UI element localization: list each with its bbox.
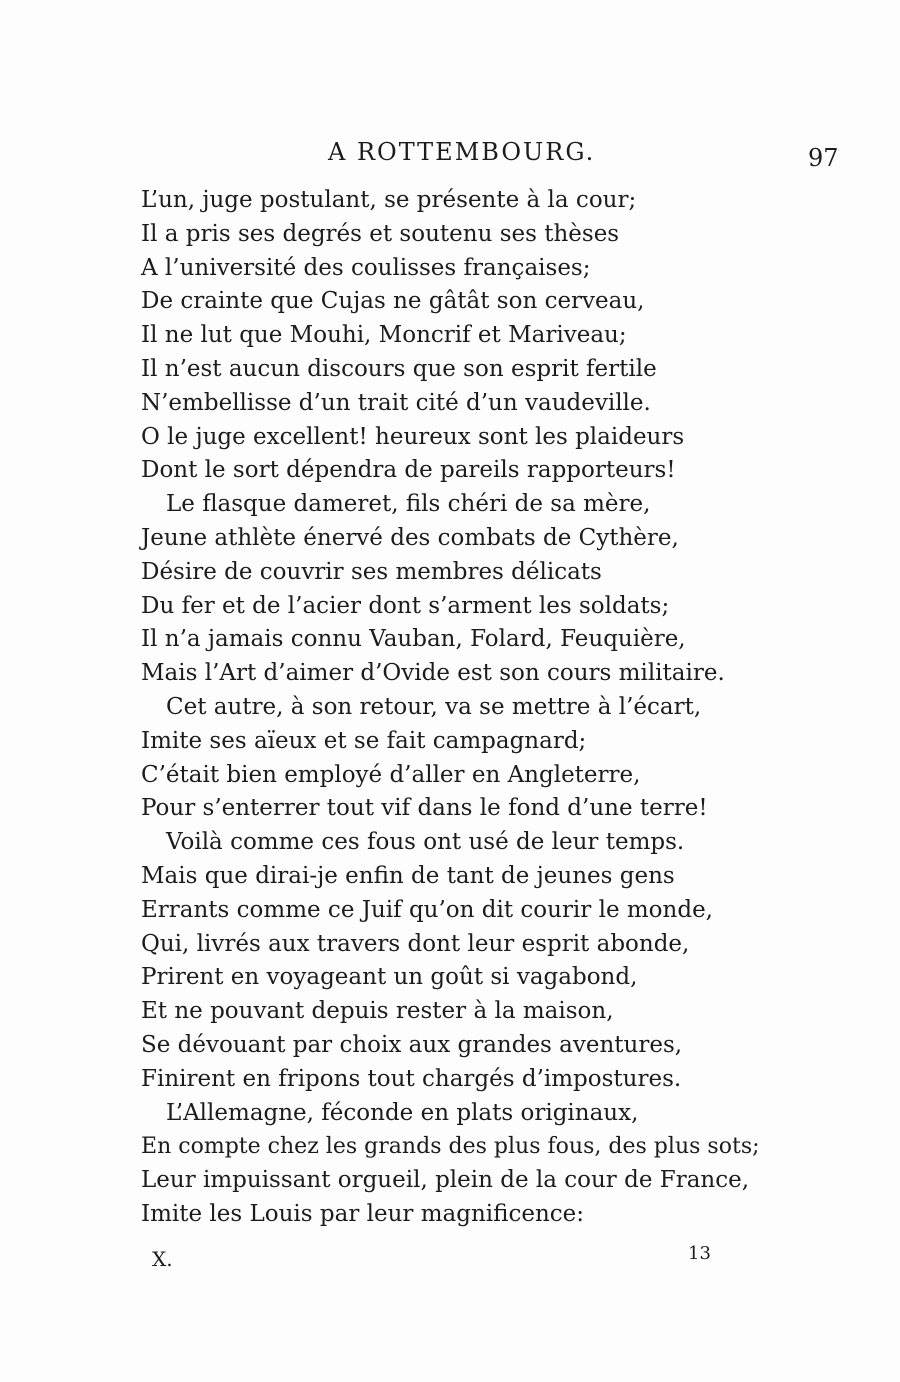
gathering-number: 13	[688, 1243, 711, 1264]
verse-line: Jeune athlète énervé des combats de Cythère,	[141, 524, 679, 551]
verse-line: C’était bien employé d’aller en Angleterre,	[141, 761, 641, 788]
verse-line: Imite les Louis par leur magnificence:	[141, 1200, 585, 1227]
verse-line: Il n’a jamais connu Vauban, Folard, Feuquière,	[141, 626, 686, 653]
verse-line: Voilà comme ces fous ont usé de leur temps.	[166, 829, 685, 856]
verse-line: O le juge excellent! heureux sont les plaideurs	[141, 423, 685, 450]
verse-line: Finirent en fripons tout chargés d’impostures.	[141, 1065, 682, 1092]
verse-line: A l’université des coulisses françaises;	[141, 254, 591, 281]
verse-line: Et ne pouvant depuis rester à la maison,	[141, 998, 614, 1025]
verse-line: N’embellisse d’un trait cité d’un vaudeville.	[141, 389, 651, 416]
verse-line: Pour s’enterrer tout vif dans le fond d’une terre!	[141, 795, 708, 822]
verse-line: Leur impuissant orgueil, plein de la cour de France,	[141, 1167, 750, 1194]
running-head-title: A ROTTEMBOURG.	[328, 138, 596, 166]
verse-line: Se dévouant par choix aux grandes aventures,	[141, 1031, 683, 1058]
verse-line: Désire de couvrir ses membres délicats	[141, 558, 602, 585]
verse-line: Mais que dirai-je enfin de tant de jeunes gens	[141, 862, 675, 889]
verse-line: L’Allemagne, féconde en plats originaux,	[166, 1099, 639, 1126]
verse-line: Mais l’Art d’aimer d’Ovide est son cours militaire.	[141, 660, 725, 687]
verse-line: Il ne lut que Mouhi, Moncrif et Mariveau;	[141, 322, 627, 349]
page-footer	[0, 1243, 900, 1277]
verse-line: L’un, juge postulant, se présente à la cour;	[141, 187, 637, 213]
verse-line: Il a pris ses degrés et soutenu ses thèses	[141, 220, 620, 247]
verse-line: Errants comme ce Juif qu’on dit courir le monde,	[141, 896, 713, 923]
running-head	[0, 138, 900, 172]
verse-line: Il n’est aucun discours que son esprit fertile	[141, 355, 657, 382]
poem-body	[0, 184, 900, 1232]
verse-line: En compte chez les grands des plus fous, des plus sots;	[141, 1134, 760, 1160]
verse-line: Prirent en voyageant un goût si vagabond,	[141, 964, 638, 991]
verse-line: Du fer et de l’acier dont s’arment les soldats;	[141, 592, 670, 619]
page-number: 97	[808, 144, 839, 172]
verse-line: Dont le sort dépendra de pareils rapporteurs!	[141, 457, 676, 484]
verse-line: De crainte que Cujas ne gâtât son cerveau,	[141, 288, 645, 315]
verse-line: Cet autre, à son retour, va se mettre à l’écart,	[166, 693, 702, 720]
verse-line: Imite ses aïeux et se fait campagnard;	[141, 727, 587, 754]
volume-signature: X.	[152, 1247, 173, 1271]
verse-line: Le flasque dameret, fils chéri de sa mère,	[166, 491, 651, 518]
verse-line: Qui, livrés aux travers dont leur esprit abonde,	[141, 930, 690, 957]
